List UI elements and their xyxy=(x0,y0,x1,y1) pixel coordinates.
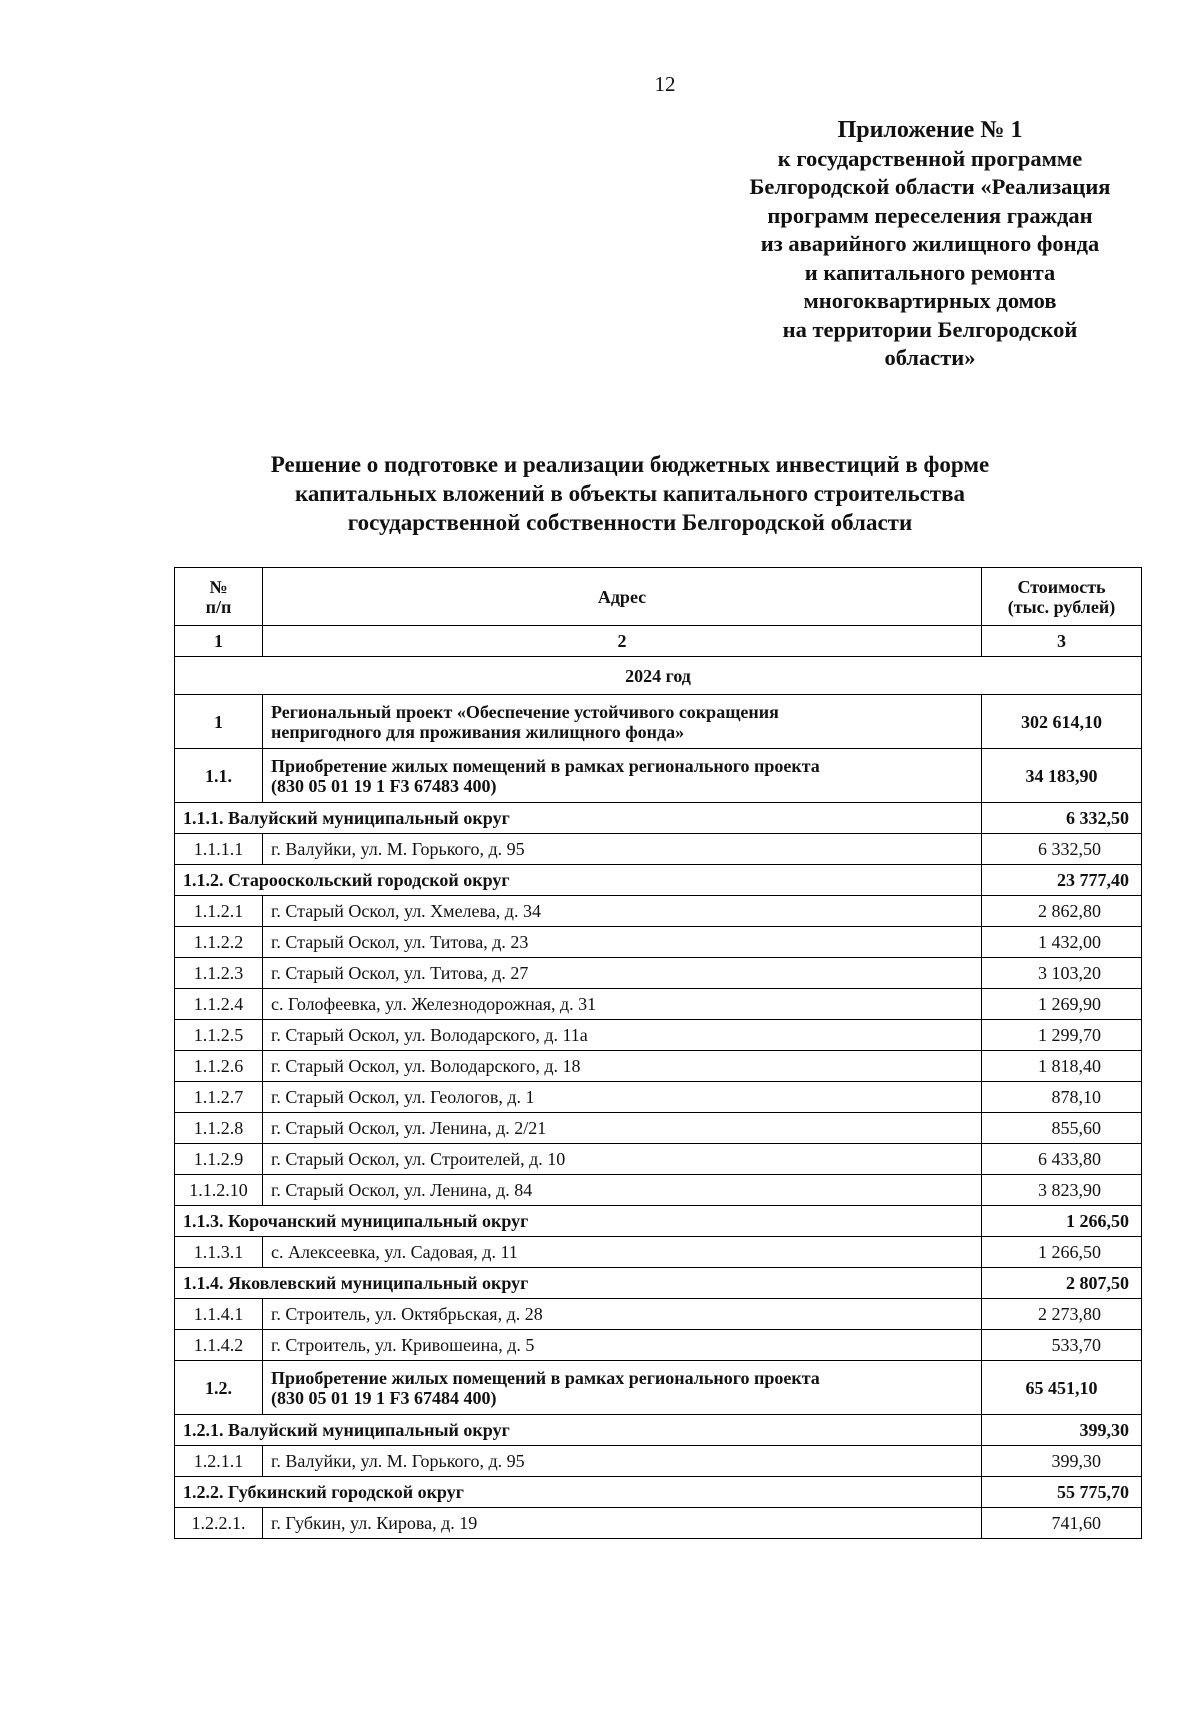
appendix-line: из аварийного жилищного фонда xyxy=(760,231,1100,256)
row-cost: 2 862,80 xyxy=(982,896,1142,927)
row-address: с. Голофеевка, ул. Железнодорожная, д. 31 xyxy=(263,989,982,1020)
table-row xyxy=(175,1175,1142,1206)
district-cost: 23 777,40 xyxy=(982,865,1142,896)
section-num: 1.1. xyxy=(175,749,263,803)
table-row xyxy=(175,1330,1142,1361)
header-num: № п/п xyxy=(175,568,263,626)
district-cost: 2 807,50 xyxy=(982,1268,1142,1299)
table-row xyxy=(175,1020,1142,1051)
row-num: 1.1.2.10 xyxy=(175,1175,263,1206)
table-row xyxy=(175,1237,1142,1268)
row-cost: 855,60 xyxy=(982,1113,1142,1144)
row-address: г. Старый Оскол, ул. Володарского, д. 18 xyxy=(263,1051,982,1082)
row-cost: 3 823,90 xyxy=(982,1175,1142,1206)
row-cost: 6 433,80 xyxy=(982,1144,1142,1175)
row-num: 1.1.2.8 xyxy=(175,1113,263,1144)
district-cost: 399,30 xyxy=(982,1415,1142,1446)
row-address: г. Старый Оскол, ул. Геологов, д. 1 xyxy=(263,1082,982,1113)
section-num: 1.2. xyxy=(175,1361,263,1415)
row-num: 1.1.2.1 xyxy=(175,896,263,927)
section-cost: 65 451,10 xyxy=(982,1361,1142,1415)
row-address: г. Старый Оскол, ул. Ленина, д. 84 xyxy=(263,1175,982,1206)
row-num: 1.1.3.1 xyxy=(175,1237,263,1268)
district-cost: 55 775,70 xyxy=(982,1477,1142,1508)
appendix-line: Приложение № 1 xyxy=(837,117,1023,143)
row-address: г. Валуйки, ул. М. Горького, д. 95 xyxy=(263,834,982,865)
row-address: г. Строитель, ул. Октябрьская, д. 28 xyxy=(263,1299,982,1330)
row-cost: 3 103,20 xyxy=(982,958,1142,989)
project-row xyxy=(175,695,1142,749)
row-num: 1.1.1.1 xyxy=(175,834,263,865)
row-address: г. Старый Оскол, ул. Титова, д. 27 xyxy=(263,958,982,989)
row-num: 1.1.2.4 xyxy=(175,989,263,1020)
table-row xyxy=(175,1446,1142,1477)
row-cost: 1 266,50 xyxy=(982,1237,1142,1268)
row-cost: 741,60 xyxy=(982,1508,1142,1539)
row-address: г. Старый Оскол, ул. Титова, д. 23 xyxy=(263,927,982,958)
appendix-line: области» xyxy=(884,345,976,370)
row-address: г. Старый Оскол, ул. Хмелева, д. 34 xyxy=(263,896,982,927)
header-row xyxy=(175,568,1142,626)
appendix-block xyxy=(680,116,1180,373)
table-row xyxy=(175,958,1142,989)
appendix-line: на территории Белгородской xyxy=(782,316,1078,342)
district-row xyxy=(175,865,1142,896)
row-num: 1.2.2.1. xyxy=(175,1508,263,1539)
row-address: г. Старый Оскол, ул. Ленина, д. 2/21 xyxy=(263,1113,982,1144)
project-num: 1 xyxy=(175,695,263,749)
page-number: 12 xyxy=(654,72,676,96)
row-cost: 1 432,00 xyxy=(982,927,1142,958)
project-cost: 302 614,10 xyxy=(982,695,1142,749)
investment-table xyxy=(174,567,1142,1539)
title-line: Решение о подготовке и реализации бюджетных инвестиций в форме xyxy=(270,452,990,477)
row-num: 1.2.1.1 xyxy=(175,1446,263,1477)
column-number: 1 xyxy=(175,626,263,657)
row-num: 1.1.2.3 xyxy=(175,958,263,989)
row-address: с. Алексеевка, ул. Садовая, д. 11 xyxy=(263,1237,982,1268)
district-row xyxy=(175,1206,1142,1237)
district-row xyxy=(175,1477,1142,1508)
appendix-line: и капитального ремонта xyxy=(804,259,1056,285)
row-num: 1.1.2.2 xyxy=(175,927,263,958)
table-row xyxy=(175,1299,1142,1330)
section-name: Приобретение жилых помещений в рамках регионального проекта (830 05 01 19 1 F3 67483 400) xyxy=(263,749,982,803)
district-label: 1.2.1. Валуйский муниципальный округ xyxy=(175,1415,982,1446)
district-label: 1.1.1. Валуйский муниципальный округ xyxy=(175,803,982,834)
table-row xyxy=(175,1051,1142,1082)
table-row xyxy=(175,1082,1142,1113)
district-label: 1.1.3. Корочанский муниципальный округ xyxy=(175,1206,982,1237)
title-line: капитальных вложений в объекты капитального строительства xyxy=(294,481,966,506)
column-number: 3 xyxy=(982,626,1142,657)
row-num: 1.1.4.2 xyxy=(175,1330,263,1361)
row-address: г. Валуйки, ул. М. Горького, д. 95 xyxy=(263,1446,982,1477)
row-cost: 1 269,90 xyxy=(982,989,1142,1020)
header-address: Адрес xyxy=(263,568,982,626)
row-cost: 878,10 xyxy=(982,1082,1142,1113)
table-row xyxy=(175,896,1142,927)
table-row xyxy=(175,1144,1142,1175)
project-name: Региональный проект «Обеспечение устойчивого сокращения непригодного для проживания жилищного фонда» xyxy=(263,695,982,749)
row-cost: 6 332,50 xyxy=(982,834,1142,865)
row-num: 1.1.4.1 xyxy=(175,1299,263,1330)
row-cost: 2 273,80 xyxy=(982,1299,1142,1330)
table-row xyxy=(175,1113,1142,1144)
district-label: 1.2.2. Губкинский городской округ xyxy=(175,1477,982,1508)
row-cost: 399,30 xyxy=(982,1446,1142,1477)
district-cost: 6 332,50 xyxy=(982,803,1142,834)
row-cost: 1 299,70 xyxy=(982,1020,1142,1051)
appendix-line: Белгородской области «Реализация xyxy=(749,174,1111,199)
header-cost: Стоимость (тыс. рублей) xyxy=(982,568,1142,626)
section-name: Приобретение жилых помещений в рамках регионального проекта (830 05 01 19 1 F3 67484 400) xyxy=(263,1361,982,1415)
district-cost: 1 266,50 xyxy=(982,1206,1142,1237)
title-line: государственной собственности Белгородской области xyxy=(347,510,913,535)
section-row xyxy=(175,1361,1142,1415)
district-row xyxy=(175,1268,1142,1299)
row-cost: 1 818,40 xyxy=(982,1051,1142,1082)
row-cost: 533,70 xyxy=(982,1330,1142,1361)
row-address: г. Старый Оскол, ул. Володарского, д. 11а xyxy=(263,1020,982,1051)
year-row xyxy=(175,657,1142,695)
row-address: г. Строитель, ул. Кривошеина, д. 5 xyxy=(263,1330,982,1361)
row-address: г. Губкин, ул. Кирова, д. 19 xyxy=(263,1508,982,1539)
row-address: г. Старый Оскол, ул. Строителей, д. 10 xyxy=(263,1144,982,1175)
table-row xyxy=(175,834,1142,865)
appendix-line: многоквартирных домов xyxy=(803,288,1057,313)
document-title xyxy=(150,450,1110,537)
table-row xyxy=(175,1508,1142,1539)
table-row xyxy=(175,989,1142,1020)
appendix-line: программ переселения граждан xyxy=(767,202,1093,228)
row-num: 1.1.2.7 xyxy=(175,1082,263,1113)
column-number-row xyxy=(175,626,1142,657)
district-label: 1.1.2. Старооскольский городской округ xyxy=(175,865,982,896)
district-row xyxy=(175,1415,1142,1446)
table-row xyxy=(175,927,1142,958)
district-row xyxy=(175,803,1142,834)
appendix-line: к государственной программе xyxy=(777,145,1083,171)
column-number: 2 xyxy=(263,626,982,657)
row-num: 1.1.2.9 xyxy=(175,1144,263,1175)
section-cost: 34 183,90 xyxy=(982,749,1142,803)
section-row xyxy=(175,749,1142,803)
district-label: 1.1.4. Яковлевский муниципальный округ xyxy=(175,1268,982,1299)
row-num: 1.1.2.6 xyxy=(175,1051,263,1082)
row-num: 1.1.2.5 xyxy=(175,1020,263,1051)
year-label: 2024 год xyxy=(175,657,1142,695)
